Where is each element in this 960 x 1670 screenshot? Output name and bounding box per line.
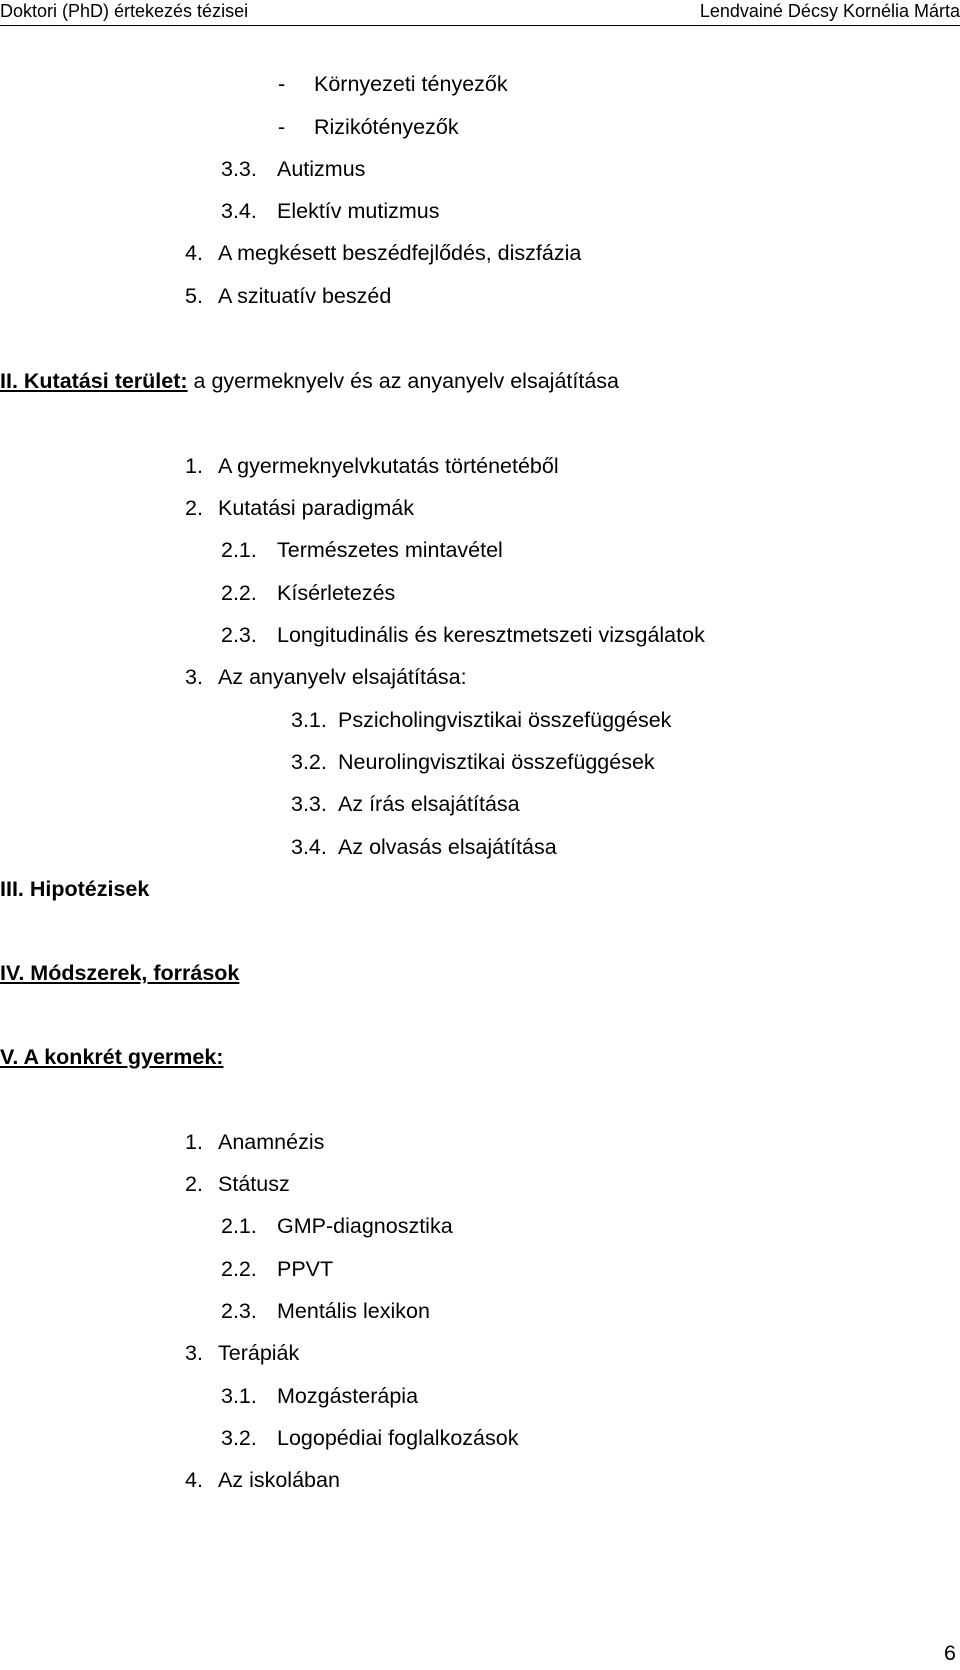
- list-item: 2. Státusz: [185, 1172, 290, 1196]
- list-item: 2.2. Kísérletezés: [221, 581, 396, 605]
- list-item: 2.1. Természetes mintavétel: [221, 538, 503, 562]
- list-item: 3.3. Autizmus: [221, 157, 366, 181]
- list-item: 4. Az iskolában: [185, 1468, 340, 1492]
- list-item: 2.3. Longitudinális és keresztmetszeti vizsgálatok: [221, 623, 705, 647]
- list-item: 3.2. Logopédiai foglalkozások: [221, 1426, 519, 1450]
- header-title: Doktori (PhD) értekezés tézisei: [0, 1, 249, 21]
- list-item: 3.2. Neurolingvisztikai összefüggések: [291, 750, 655, 774]
- list-item: 1. Anamnézis: [185, 1130, 325, 1154]
- list-item: 2.2. PPVT: [221, 1257, 334, 1281]
- list-item: 3.1. Pszicholingvisztikai összefüggések: [291, 708, 672, 732]
- header-rule: [0, 25, 960, 26]
- list-item: 3.4. Az olvasás elsajátítása: [291, 835, 557, 859]
- section-heading-2: II. Kutatási terület: a gyermeknyelv és az anyanyelv elsajátítása: [0, 369, 619, 393]
- list-item: 3.3. Az írás elsajátítása: [291, 792, 520, 816]
- list-item: 2.1. GMP-diagnosztika: [221, 1214, 453, 1238]
- section-heading-3: III. Hipotézisek: [0, 877, 150, 901]
- section-heading-5: V. A konkrét gyermek:: [0, 1045, 224, 1069]
- list-item: 1. A gyermeknyelvkutatás történetéből: [185, 454, 559, 478]
- list-item: 3. Az anyanyelv elsajátítása:: [185, 665, 467, 689]
- list-item: 3. Terápiák: [185, 1341, 300, 1365]
- list-item: 4. A megkésett beszédfejlődés, diszfázia: [185, 241, 582, 265]
- list-item: - Környezeti tényezők: [278, 72, 508, 96]
- list-item: 2.3. Mentális lexikon: [221, 1299, 430, 1323]
- list-item: 3.1. Mozgásterápia: [221, 1384, 419, 1408]
- list-item: 2. Kutatási paradigmák: [185, 496, 414, 520]
- list-item: - Rizikótényezők: [278, 115, 459, 139]
- header-author: Lendvainé Décsy Kornélia Márta: [699, 1, 960, 21]
- section-heading-4: IV. Módszerek, források: [0, 961, 240, 985]
- page-number: 6: [944, 1641, 956, 1665]
- list-item: 3.4. Elektív mutizmus: [221, 199, 440, 223]
- list-item: 5. A szituatív beszéd: [185, 284, 392, 308]
